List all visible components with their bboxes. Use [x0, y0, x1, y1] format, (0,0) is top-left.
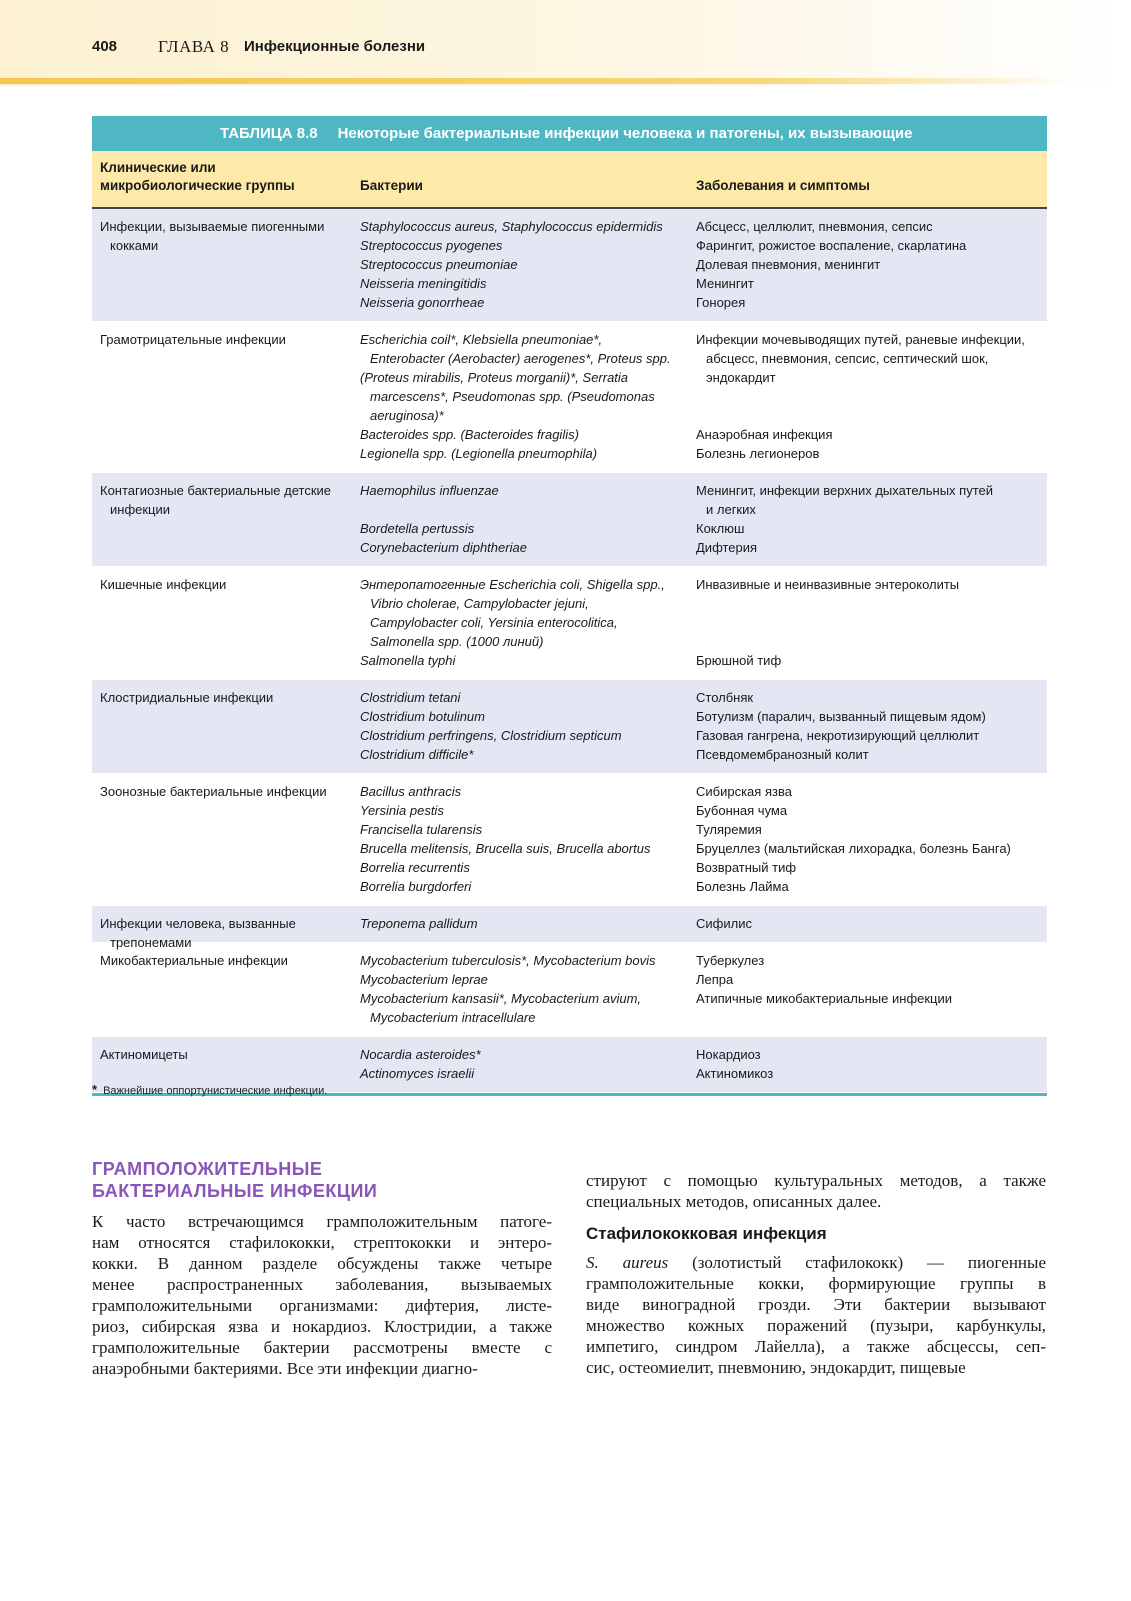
table-number: ТАБЛИЦА 8.8 [220, 125, 318, 142]
left-column-text [92, 1211, 552, 1379]
section-heading: ГРАМПОЛОЖИТЕЛЬНЫЕ БАКТЕРИАЛЬНЫЕ ИНФЕКЦИИ [92, 1159, 378, 1201]
diseases-cell: Сибирская язва Бубонная чума Туляремия Бруцеллез (мальтийская лихорадка, болезнь Банга) Возвратный тиф Болезнь Лайма [696, 784, 1011, 894]
bacteria-cell: Энтеропатогенные Escherichia coli, Shigella spp., Vibrio cholerae, Campylobacter jejuni, Campylobacter coli, Yersinia enterocolitica, Salmonella spp. (1000 линий) Salmonella typhi [360, 577, 665, 668]
table-row [92, 943, 1047, 1037]
diseases-cell: Сифилис [696, 916, 752, 931]
text-line: грамположительные бактерии рассмотрены вместе с [92, 1338, 552, 1357]
table-header-row [92, 151, 1047, 209]
bacteria-cell: Clostridium tetani Clostridium botulinum Clostridium perfringens, Clostridium septicum Clostridium difficile* [360, 690, 622, 762]
group-cell: Клостридиальные инфекции [100, 690, 274, 705]
text-line: импетиго, синдром Лайелла), а также абсцессы, сеп- [586, 1337, 1046, 1356]
bacteria-cell: Bacillus anthracis Yersinia pestis Francisella tularensis Brucella melitensis, Brucella suis, Brucella abortus Borrelia recurrentis Borrelia burgdorferi [360, 784, 651, 894]
diseases-cell: Инвазивные и неинвазивные энтероколиты Брюшной тиф [696, 577, 960, 668]
right-column-text [586, 1252, 1046, 1378]
text-line: грамположительные кокки, формирующие группы в [586, 1274, 1046, 1293]
group-cell: Зоонозные бактериальные инфекции [100, 784, 327, 799]
diseases-cell: Менингит, инфекции верхних дыхательных путей и легких Коклюш Дифтерия [696, 483, 993, 555]
table-row [92, 906, 1047, 950]
bacteria-cell: Treponema pallidum [360, 916, 478, 931]
diseases-cell: Абсцесс, целлюлит, пневмония, сепсис Фарингит, рожистое воспаление, скарлатина Долевая пневмония, менингит Менингит Гонорея [696, 219, 967, 310]
header-rule [0, 78, 1070, 84]
footnote-text: Важнейшие оппортунистические инфекции. [103, 1085, 328, 1097]
text-line: анаэробными бактериями. Все эти инфекции диагно- [92, 1359, 478, 1378]
group-cell: Микобактериальные инфекции [100, 953, 288, 968]
bacterial-infections-table [92, 116, 1047, 1096]
bacteria-cell: Escherichia coil*, Klebsiella pneumoniae*, Enterobacter (Aerobacter) aerogenes*, Proteus spp. (Proteus mirabilis, Proteus morganii)*, Serratia marcescens*, Pseudomonas spp. (Pseudomonas aeruginosa)* Bacteroides spp. (Bacteroides fragilis) Legionella spp. (Legionella pneumophila) [360, 332, 671, 461]
text-line-rest: (золотистый стафилококк) — пиогенные [692, 1253, 1046, 1272]
text-line: К часто встречающимся грамположительным патоге- [92, 1212, 552, 1231]
group-cell: Инфекции, вызываемые пиогенными кокками [100, 219, 325, 253]
bacteria-cell: Staphylococcus aureus, Staphylococcus epidermidis Streptococcus pyogenes Streptococcus pneumoniae Neisseria meningitidis Neisseria gonorrheae [360, 219, 663, 310]
text-line: виде виноградной грозди. Эти бактерии вызывают [586, 1295, 1046, 1314]
text-line: риоз, сибирская язва и нокардиоз. Клостридии, а также [92, 1317, 552, 1336]
text-line: сис, остеомиелит, пневмонию, эндокардит, пищевые [586, 1358, 966, 1377]
text-line: грамположительными организмами: дифтерия, листе- [92, 1296, 552, 1315]
text-line: стируют с помощью культуральных методов, а также [586, 1171, 1046, 1190]
table-title-bar [92, 116, 1047, 151]
table-title: Некоторые бактериальные инфекции человека и патогены, их вызывающие [337, 125, 913, 142]
text-line: специальных методов, описанных далее. [586, 1192, 882, 1211]
table-row [92, 567, 1047, 680]
text-line: кокки. В данном разделе обсуждены также четыре [92, 1254, 552, 1273]
bacteria-cell: Mycobacterium tuberculosis*, Mycobacterium bovis Mycobacterium leprae Mycobacterium kansasii*, Mycobacterium avium, Mycobacterium intracellulare [360, 953, 656, 1025]
table-footnote [92, 1082, 327, 1097]
chapter-label: ГЛАВА 8 [158, 37, 230, 56]
table-body [92, 209, 1047, 1093]
right-column-intro [586, 1170, 1046, 1212]
header-group: Клинические или микробиологические группы [100, 160, 295, 193]
header-bacteria: Бактерии [360, 178, 423, 193]
bacteria-cell: Nocardia asteroides* Actinomyces israelii [360, 1047, 481, 1081]
text-line [586, 1252, 1046, 1273]
page-number: 408 [92, 38, 118, 55]
header-diseases: Заболевания и симптомы [696, 178, 870, 193]
table-row [92, 209, 1047, 322]
table-row [92, 322, 1047, 473]
diseases-cell: Туберкулез Лепра Атипичные микобактериальные инфекции [696, 953, 953, 1006]
group-cell: Грамотрицательные инфекции [100, 332, 286, 347]
diseases-cell: Инфекции мочевыводящих путей, раневые инфекции, абсцесс, пневмония, сепсис, септический шок, эндокардит Анаэробная инфекция Болезнь легионеров [696, 332, 1025, 461]
diseases-cell: Столбняк Ботулизм (паралич, вызванный пищевым ядом) Газовая гангрена, некротизирующий целлюлит Псевдомембранозный колит [696, 690, 986, 762]
table-row [92, 774, 1047, 906]
group-cell: Актиномицеты [100, 1047, 188, 1062]
species-name-italic: S. aureus [586, 1253, 669, 1272]
footnote-mark: * [92, 1082, 98, 1097]
group-cell: Кишечные инфекции [100, 577, 227, 592]
text-line: нам относятся стафилококки, стрептококки и энтеро- [92, 1233, 552, 1252]
text-line: множество кожных поражений (пузыри, карбункулы, [586, 1316, 1046, 1335]
table-row [92, 473, 1047, 567]
text-line: менее распространенных заболевания, вызываемых [92, 1275, 552, 1294]
bacteria-cell: Haemophilus influenzae Bordetella pertussis Corynebacterium diphtheriae [360, 483, 527, 555]
chapter-title: Инфекционные болезни [244, 38, 426, 55]
subheading-staph: Стафилококковая инфекция [586, 1224, 827, 1243]
diseases-cell: Нокардиоз Актиномикоз [696, 1047, 774, 1081]
table-row [92, 680, 1047, 774]
group-cell: Инфекции человека, вызванные трепонемами [100, 916, 296, 950]
group-cell: Контагиозные бактериальные детские инфекции [100, 483, 331, 517]
